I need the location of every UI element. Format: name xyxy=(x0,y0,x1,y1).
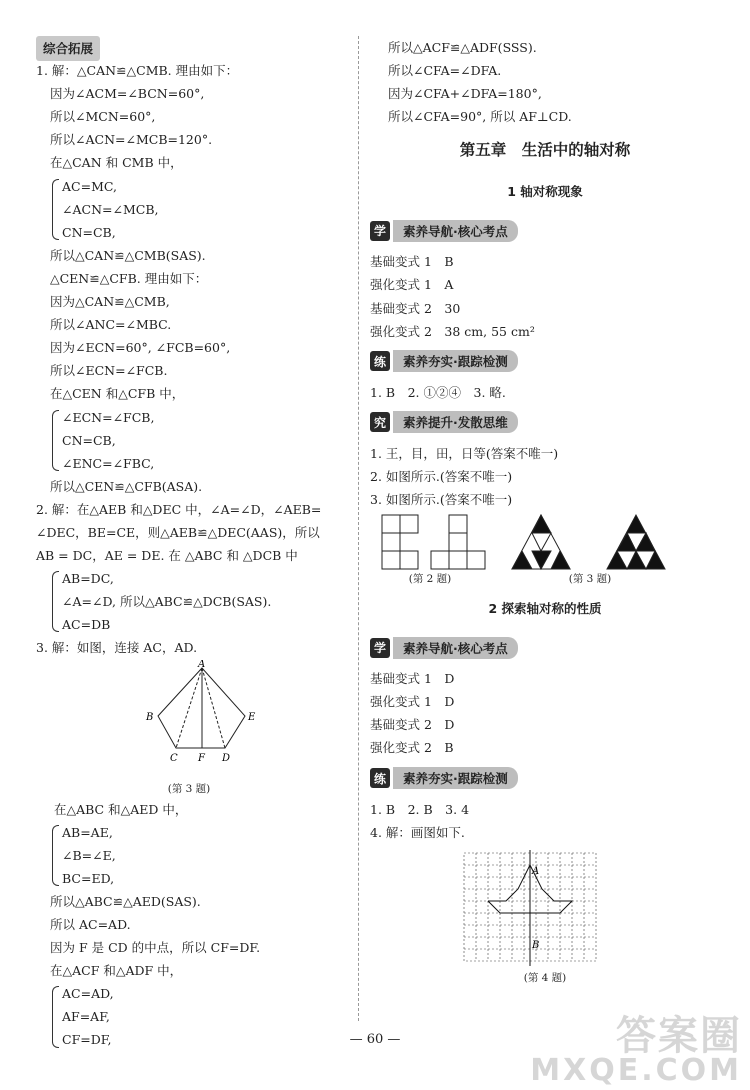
label-f: F xyxy=(198,752,205,764)
left-column xyxy=(36,36,354,1052)
text-line: 基础变式 2 D xyxy=(370,717,455,733)
figure-caption: (第 3 题) xyxy=(167,782,211,795)
watermark-url: MXQE.COM xyxy=(530,1053,742,1088)
explore-figures xyxy=(370,511,720,589)
grid-symmetry-figure xyxy=(370,850,720,968)
symmetry-figures xyxy=(370,511,720,573)
text-line: ∠A=∠D, 所以△ABC≌△DCB(SAS). xyxy=(62,594,272,610)
grid-figure-2 xyxy=(431,515,485,569)
text-line: 因为△CAN≌△CMB, xyxy=(50,294,170,310)
banner-practice xyxy=(370,763,720,794)
text-line: 强化变式 2 B xyxy=(370,740,454,756)
brace-group xyxy=(50,175,354,244)
badge: 学 xyxy=(370,221,390,241)
text-line: 基础变式 1 B xyxy=(370,254,454,270)
page-number: — 60 — xyxy=(349,1032,401,1047)
text-line: 强化变式 2 38 cm, 55 cm² xyxy=(370,323,535,339)
answer-1 xyxy=(36,59,354,498)
text-line: 因为∠CFA+∠DFA=180°, xyxy=(388,86,542,102)
text-line: 在△CAN 和 CMB 中， xyxy=(50,155,183,171)
text-line: ∠ACN=∠MCB, xyxy=(62,201,159,217)
text-line: 因为∠ECN=60°, ∠FCB=60°, xyxy=(50,340,231,356)
banner-text: 素养提升·发散思维 xyxy=(393,411,518,433)
text-line: 基础变式 2 30 xyxy=(370,300,461,316)
figure-caption: (第 3 题) xyxy=(568,573,612,586)
text-line: 所以∠CFA=90°, 所以 AF⊥CD. xyxy=(388,109,572,125)
text-line: 2. 如图所示.(答案不唯一) xyxy=(370,468,513,484)
banner-text: 素养导航·核心考点 xyxy=(393,220,518,242)
watermark-title: 答案圈 xyxy=(616,1013,742,1059)
text-line: AF=AF, xyxy=(62,1009,110,1025)
text-line: 强化变式 1 A xyxy=(370,277,454,293)
label-e: E xyxy=(248,711,256,723)
text-line: 因为 F 是 CD 的中点，所以 CF=DF. xyxy=(50,940,261,956)
right-column xyxy=(370,36,720,988)
text-line: ∠ENC=∠FBC, xyxy=(62,455,155,471)
column-divider xyxy=(358,36,359,1021)
brace-group xyxy=(50,567,354,636)
text-line: 所以∠CFA=∠DFA. xyxy=(388,63,502,79)
text-line: 1. B 2. B 3. 4 xyxy=(370,801,470,817)
text-line: 所以∠MCN=60°, xyxy=(50,109,156,125)
text-line: ∠DEC，BE=CE，则△AEB≌△DEC(AAS)，所以 xyxy=(36,524,320,540)
text-line: 所以△ACF≌△ADF(SSS). xyxy=(388,40,537,55)
label-b: B xyxy=(146,711,154,723)
text-line: 4. 解：画图如下. xyxy=(370,824,465,840)
text-line: CF=DF, xyxy=(62,1032,112,1048)
text-line: 1. 王，目，田，日等(答案不唯一) xyxy=(370,445,559,461)
text-line: ∠ECN=∠FCB, xyxy=(62,409,155,425)
text-line: AC=DB xyxy=(62,617,111,633)
badge: 练 xyxy=(370,351,390,371)
grid-figure-1 xyxy=(382,515,418,569)
figure-caption: (第 4 题) xyxy=(523,971,567,984)
text-line: CN=CB, xyxy=(62,224,116,240)
text-line: 1. 解：△CAN≌△CMB. 理由如下： xyxy=(36,63,239,79)
triangle-figure-2 xyxy=(607,515,665,569)
text-line: 1. B 2. ①②④ 3. 略. xyxy=(370,384,506,400)
section-heading: 综合拓展 xyxy=(36,36,100,61)
text-line: 所以△ABC≌△AED(SAS). xyxy=(50,893,201,909)
figure-caption: (第 2 题) xyxy=(408,573,452,586)
section-title: 1 轴对称现象 xyxy=(507,184,583,200)
text-line: 所以∠ACN=∠MCB=120°. xyxy=(50,132,213,148)
label-d: D xyxy=(222,752,231,764)
section-title: 2 探索轴对称的性质 xyxy=(488,601,602,617)
text-line: 强化变式 1 D xyxy=(370,694,455,710)
badge: 练 xyxy=(370,768,390,788)
badge: 学 xyxy=(370,638,390,658)
chapter-title: 第五章 生活中的轴对称 xyxy=(459,141,631,160)
text-line: 所以 AC=AD. xyxy=(50,917,131,932)
text-line: AC=AD, xyxy=(62,986,114,1002)
banner-explore xyxy=(370,407,720,438)
text-line: 因为∠ACM=∠BCN=60°, xyxy=(50,86,205,102)
label-c: C xyxy=(170,752,178,764)
label-a: A xyxy=(532,865,540,877)
text-line: 所以△CEN≌△CFB(ASA). xyxy=(50,478,203,494)
text-line: AB = DC，AE = DE. 在 △ABC 和 △DCB 中 xyxy=(36,548,298,564)
text-line: ∠B=∠E, xyxy=(62,847,116,863)
text-line: AC=MC, xyxy=(62,178,117,194)
text-line: AB=DC, xyxy=(62,571,114,587)
text-line: 在△ACF 和△ADF 中， xyxy=(50,963,183,979)
text-line: 3. 如图所示.(答案不唯一) xyxy=(370,492,513,508)
text-line: AB=AE, xyxy=(62,824,113,840)
banner-text: 素养夯实·跟踪检测 xyxy=(393,767,518,789)
answer-2 xyxy=(36,498,354,637)
label-a: A xyxy=(198,659,206,670)
answer-3 xyxy=(36,636,354,1051)
pentagon-figure xyxy=(36,660,354,780)
text-line: 在△CEN 和△CFB 中， xyxy=(50,386,185,402)
watermark xyxy=(530,1013,742,1088)
banner-text: 素养导航·核心考点 xyxy=(393,637,518,659)
text-line: △CEN≌△CFB. 理由如下： xyxy=(50,270,208,286)
triangle-figure-1 xyxy=(512,515,570,569)
brace-group xyxy=(50,406,354,475)
banner-text: 素养夯实·跟踪检测 xyxy=(393,350,518,372)
text-line: BC=ED, xyxy=(62,870,115,886)
banner-practice xyxy=(370,346,720,377)
banner-learn xyxy=(370,632,720,663)
badge: 究 xyxy=(370,412,390,432)
text-line: CN=CB, xyxy=(62,432,116,448)
text-line: 所以∠ANC=∠MBC. xyxy=(50,317,172,333)
text-line: 2. 解：在△AEB 和△DEC 中，∠A=∠D，∠AEB= xyxy=(36,501,322,517)
banner-learn xyxy=(370,215,720,246)
brace-group xyxy=(50,821,354,890)
text-line: 基础变式 1 D xyxy=(370,671,455,687)
text-line: 所以△CAN≌△CMB(SAS). xyxy=(50,247,206,263)
text-line: 所以∠ECN=∠FCB. xyxy=(50,363,168,379)
text-line: 在△ABC 和△AED 中， xyxy=(54,801,188,817)
text-line: 3. 解：如图，连接 AC，AD. xyxy=(36,640,198,656)
label-b: B xyxy=(532,939,540,951)
